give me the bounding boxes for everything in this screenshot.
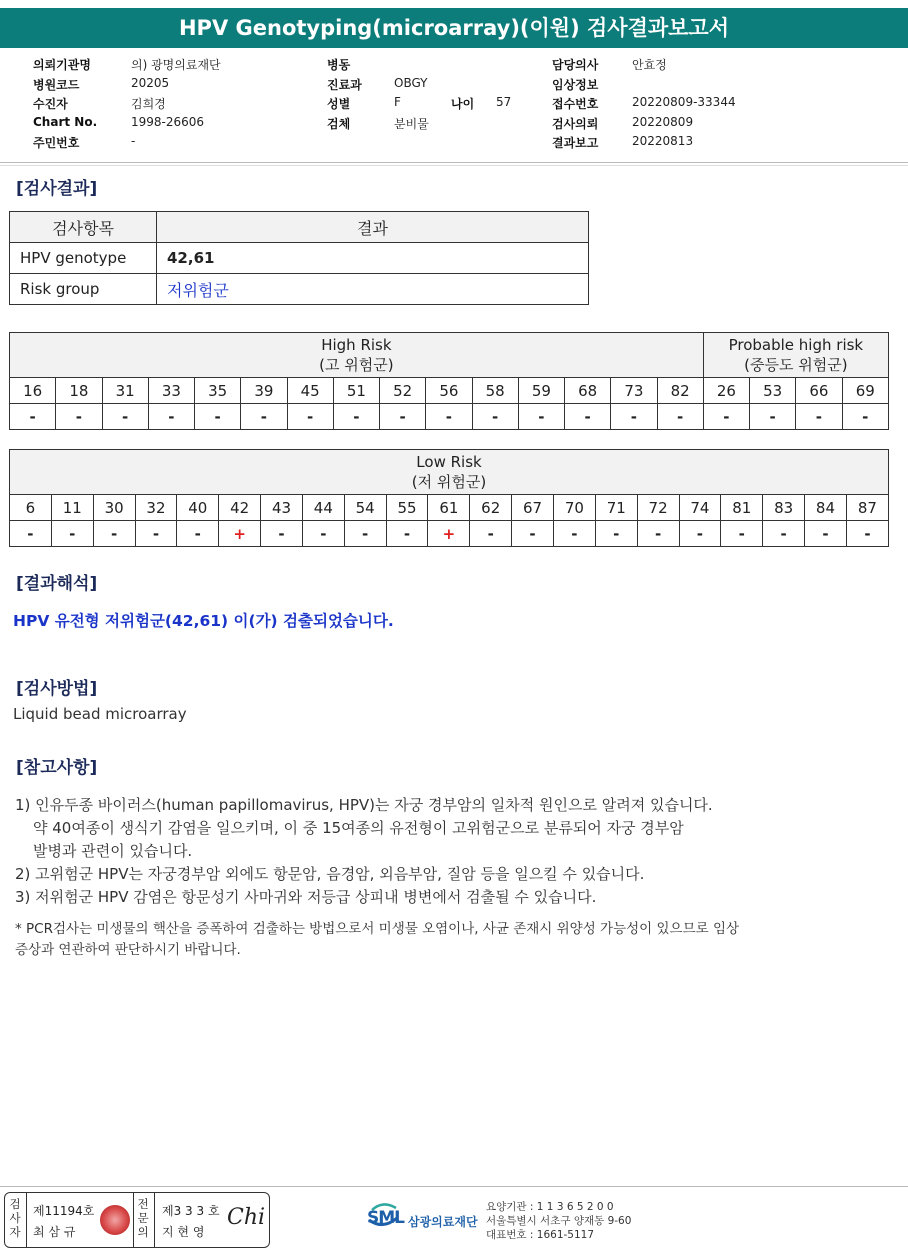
genotype-result-cell: - [805,521,847,547]
genotype-result-cell: - [241,404,287,430]
genotype-result-cell: - [611,404,657,430]
org-contact [486,1200,631,1242]
genotype-result-cell: - [261,521,303,547]
notes-list [15,794,713,909]
signature-box [4,1192,270,1248]
footnote-line: * PCR검사는 미생물의 핵산을 증폭하여 검출하는 방법으로서 미생물 오염이나, 사균 존재시 위양성 가능성이 있으므로 임상 [15,921,740,937]
table-row [10,274,589,305]
divider [26,1193,27,1247]
patient-info-right [552,56,736,154]
genotype-type-cell: 67 [512,495,554,521]
genotype-type-cell: 71 [595,495,637,521]
low-risk-subtitle: (저 위험군) [411,473,487,491]
result-value: 저위험군 [157,274,589,305]
genotype-type-cell: 70 [553,495,595,521]
interpretation-text: HPV 유전형 저위험군(42,61) 이(가) 검출되었습니다. [13,612,394,630]
genotype-type-cell: 45 [287,378,333,404]
low-risk-header [10,450,889,495]
section-title-notes: [참고사항] [16,758,98,778]
genotype-result-cell: - [51,521,93,547]
genotype-result-cell: - [512,521,554,547]
info-label: Chart No. [33,114,98,129]
genotype-result-cell: - [553,521,595,547]
genotype-type-cell: 31 [102,378,148,404]
genotype-result-cell: - [177,521,219,547]
info-label: 병원코드 [33,77,80,92]
info-label: 검체 [327,116,351,131]
info-value: 20220813 [632,134,694,148]
genotype-type-cell: 74 [679,495,721,521]
result-col-header: 검사항목 [10,212,157,243]
genotype-result-cell: - [796,404,842,430]
genotype-type-cell: 16 [10,378,56,404]
genotype-type-cell: 53 [750,378,796,404]
genotype-type-cell: 54 [344,495,386,521]
genotype-result-cell: - [842,404,889,430]
tester-name: 최 삼 규 [33,1225,76,1239]
genotype-type-cell: 81 [721,495,763,521]
genotype-result-cell: - [472,404,518,430]
genotype-result-cell: - [657,404,703,430]
genotype-type-cell: 82 [657,378,703,404]
genotype-result-cell: - [679,521,721,547]
genotype-type-cell: 62 [470,495,512,521]
info-value: 20205 [131,75,170,90]
genotype-result-cell: - [344,521,386,547]
genotype-result-cell: - [703,404,749,430]
genotype-type-cell: 43 [261,495,303,521]
probable-risk-title: Probable high risk [728,336,864,354]
info-label: 임상정보 [552,77,599,92]
genotype-type-cell: 73 [611,378,657,404]
genotype-result-cell: - [721,521,763,547]
info-label: 성별 [327,97,351,111]
info-label: 담당의사 [552,58,599,72]
genotype-type-cell: 84 [805,495,847,521]
info-value: OBGY [394,75,428,90]
genotype-result-cell: - [148,404,194,430]
genotype-result-cell: - [750,404,796,430]
tester-license: 제11194호 [33,1204,95,1218]
genotype-type-cell: 55 [386,495,428,521]
patient-info-left [33,56,221,154]
genotype-type-cell: 26 [703,378,749,404]
genotype-type-cell: 32 [135,495,177,521]
footnote-line: 증상과 연관하여 판단하시기 바랍니다. [15,942,241,958]
result-item: HPV genotype [10,243,157,274]
genotype-type-cell: 51 [333,378,379,404]
note-item: 2) 고위험군 HPV는 자궁경부암 외에도 항문암, 음경암, 외음부암, 질암 등을 일으킬 수 있습니다. [15,865,645,883]
genotype-type-cell: 39 [241,378,287,404]
genotype-type-cell: 61 [428,495,470,521]
doctor-label: 전 문 의 [137,1197,149,1239]
genotype-type-cell: 72 [637,495,679,521]
info-value: 20220809-33344 [632,95,736,109]
info-label: 접수번호 [552,97,599,111]
high-risk-table [9,332,889,430]
info-value: 분비물 [394,116,429,131]
info-value: F [394,95,401,109]
note-item-cont: 발병과 관련이 있습니다. [33,842,193,860]
result-table [9,211,589,305]
header-divider-shadow [0,165,908,166]
genotype-type-cell: 44 [302,495,344,521]
patient-info-mid [327,56,511,134]
info-value: 김희경 [131,97,166,111]
genotype-type-cell: 83 [763,495,805,521]
info-label: 검사의뢰 [552,116,599,131]
report-title: HPV Genotyping(microarray)(이원) 검사결과보고서 [0,8,908,48]
genotype-result-cell: - [93,521,135,547]
result-value: 42,61 [157,243,589,274]
org-phone: 대표번호 : 1661-5117 [486,1229,595,1241]
method-text: Liquid bead microarray [13,705,187,723]
divider [133,1193,134,1247]
genotype-result-cell: + [428,521,470,547]
seal-stamp-icon [100,1205,130,1235]
doctor-name: 지 현 영 [162,1225,205,1239]
genotype-type-cell: 68 [565,378,611,404]
genotype-type-cell: 40 [177,495,219,521]
tester-label: 검 사 자 [9,1197,21,1239]
genotype-type-cell: 52 [380,378,426,404]
genotype-result-cell: - [10,404,56,430]
genotype-result-cell: - [518,404,564,430]
org-code: 요양기관 : 1 1 3 6 5 2 0 0 [486,1201,614,1213]
genotype-result-cell: - [565,404,611,430]
footer-divider [0,1186,908,1187]
doctor-license: 제3 3 3 호 [162,1204,220,1218]
genotype-result-cell: - [426,404,472,430]
genotype-result-cell: - [135,521,177,547]
info-value: 1998-26606 [131,114,205,129]
low-risk-table [9,449,889,547]
genotype-result-cell: - [470,521,512,547]
info-value: 안효정 [632,58,667,72]
genotype-type-cell: 66 [796,378,842,404]
section-title-result: [검사결과] [16,179,98,199]
genotype-type-cell: 35 [195,378,241,404]
age-label: 나이 [451,97,475,111]
genotype-result-cell: - [637,521,679,547]
genotype-type-cell: 87 [846,495,888,521]
genotype-result-cell: - [846,521,888,547]
genotype-result-cell: - [102,404,148,430]
genotype-result-cell: - [763,521,805,547]
footnote [15,919,875,961]
age-value: 57 [496,95,512,109]
genotype-type-cell: 11 [51,495,93,521]
genotype-type-cell: 56 [426,378,472,404]
info-value: - [131,134,136,148]
genotype-type-cell: 18 [56,378,102,404]
info-label: 병동 [327,58,351,72]
info-label: 의뢰기관명 [33,58,91,72]
probable-risk-subtitle: (중등도 위험군) [744,356,848,374]
org-address: 서울특별시 서초구 양재동 9-60 [486,1215,632,1227]
genotype-result-cell: + [219,521,261,547]
info-label: 결과보고 [552,136,599,150]
genotype-type-cell: 6 [10,495,52,521]
genotype-type-cell: 58 [472,378,518,404]
high-risk-header [10,333,704,378]
table-row [10,243,589,274]
divider [154,1193,155,1247]
low-risk-title: Low Risk [416,453,482,471]
genotype-result-cell: - [380,404,426,430]
genotype-type-cell: 30 [93,495,135,521]
note-item: 3) 저위험군 HPV 감염은 항문성기 사마귀와 저등급 상피내 병변에서 검출될 수 있습니다. [15,888,597,906]
genotype-result-cell: - [56,404,102,430]
sml-logo-text: SML [367,1208,404,1228]
genotype-type-cell: 59 [518,378,564,404]
genotype-type-cell: 69 [842,378,889,404]
note-item-cont: 약 40여종이 생식기 감염을 일으키며, 이 중 15여종의 유전형이 고위험군으로 분류되어 자궁 경부암 [33,819,684,837]
info-label: 수진자 [33,97,68,111]
genotype-result-cell: - [195,404,241,430]
section-title-interpretation: [결과해석] [16,574,98,594]
genotype-result-cell: - [333,404,379,430]
info-label: 주민번호 [33,136,80,150]
header-divider [0,162,908,163]
genotype-result-cell: - [287,404,333,430]
org-name: 삼광의료재단 [408,1215,478,1229]
probable-risk-header [703,333,888,378]
genotype-type-cell: 33 [148,378,194,404]
result-col-header: 결과 [157,212,589,243]
genotype-result-cell: - [595,521,637,547]
signature-icon: Chi [227,1205,266,1230]
info-label: 진료과 [327,77,362,92]
genotype-result-cell: - [302,521,344,547]
high-risk-subtitle: (고 위험군) [319,356,394,374]
high-risk-title: High Risk [321,336,392,354]
info-value: 의) 광명의료재단 [131,58,221,72]
genotype-type-cell: 42 [219,495,261,521]
info-value: 20220809 [632,114,694,129]
section-title-method: [검사방법] [16,679,98,699]
result-item: Risk group [10,274,157,305]
note-item: 1) 인유두종 바이러스(human papillomavirus, HPV)는 자궁 경부암의 일차적 원인으로 알려져 있습니다. [15,796,713,814]
genotype-result-cell: - [10,521,52,547]
genotype-result-cell: - [386,521,428,547]
